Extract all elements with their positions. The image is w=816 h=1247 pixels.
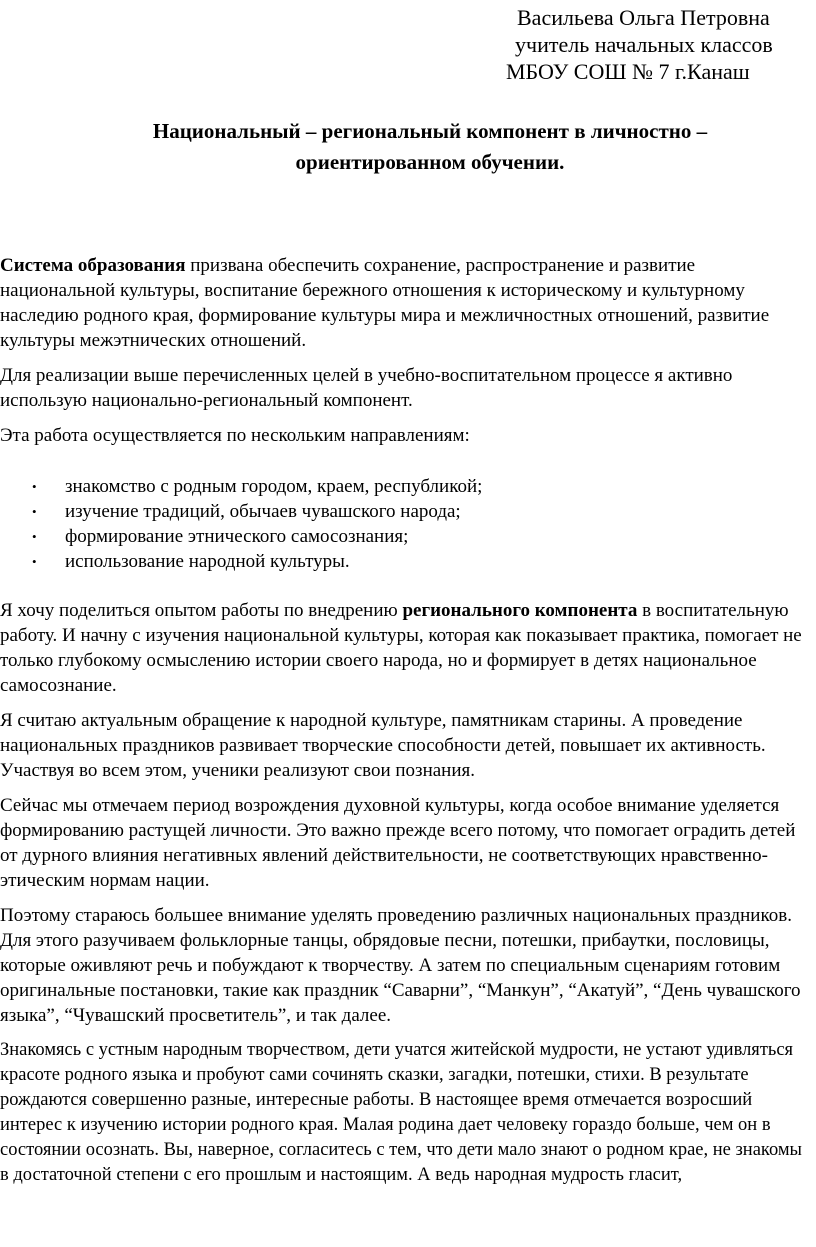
paragraph-text: призвана обеспечить сохранение, распространение и развитие национальной культуры, воспитание бережного отношения к историческому и культурному наследию родного края, формирование культуры мира и межличностных отношений, развитие культуры межэтнических отношений. [0,255,770,351]
title-line-2: ориентированном обучении. [295,150,565,174]
author-name: Васильева Ольга Петровна [517,5,770,30]
list-item-text: знакомство с родным городом, краем, республикой; [65,476,483,497]
document-title [40,116,816,178]
title-line-1: Национальный – региональный компонент в личностно – [152,119,708,143]
paragraph-goals: Для реализации выше перечисленных целей в учебно-воспитательном процессе я активно использую национально-региональный компонент. [0,365,733,411]
bullet-icon: • [32,504,37,519]
bullet-icon: • [32,479,37,494]
document-body [0,253,814,1198]
bold-term-education-system: Система образования [0,255,186,276]
author-school: МБОУ СОШ № 7 г.Канаш [506,59,750,84]
bullet-icon: • [32,529,37,544]
paragraph-directions-intro: Эта работа осуществляется по нескольким направлениям: [0,425,470,446]
list-item-text: формирование этнического самосознания; [65,526,409,547]
author-position: учитель начальных классов [515,32,773,57]
paragraph-spiritual-revival: Сейчас мы отмечаем период возрождения духовной культуры, когда особое внимание уделяется формированию растущей личности. Это важно прежде всего потому, что помогает оградить детей от дурного влияния негативных явлений действительности, не соответствующих нравственно-этическим нормам нации. [0,795,796,891]
paragraph-experience [0,598,814,698]
bullet-icon: • [32,554,37,569]
list-item-text: использование народной культуры. [65,551,350,572]
list-item [0,474,814,499]
list-item [0,524,814,549]
list-item [0,549,814,574]
paragraph-education-system [0,253,814,353]
bold-term-regional-component: регионального компонента [402,600,638,621]
paragraph-holidays: Поэтому стараюсь большее внимание уделять проведению различных национальных праздников. Для этого разучиваем фольклорные танцы, обрядовые песни, потешки, прибаутки, пословицы, которые оживляют речь и побуждают к творчеству. А затем по специальным сценариям готовим оригинальные постановки, такие как праздник “Саварни”, “Манкун”, “Акатуй”, “День чувашского языка”, “Чувашский просветитель”, и так далее. [0,905,801,1026]
directions-list [0,474,814,574]
paragraph-oral-folk-art: Знакомясь с устным народным творчеством, дети учатся житейской мудрости, не устают удивляться красоте родного языка и пробуют сами сочинять сказки, загадки, потешки, стихи. В результате рождаются совершенно разные, интересные работы. В настоящее время отмечается возросший интерес к изучению истории родного края. Малая родина дает человеку гораздо больше, чем он в состоянии осознать. Вы, наверное, согласитесь с тем, что дети мало знают о родном крае, не знакомы в достаточной степени с его прошлым и настоящим. А ведь народная мудрость гласит, [0,1040,802,1185]
author-block [430,4,810,85]
list-item [0,499,814,524]
paragraph-text: в воспитательную работу. И начну с изучения национальной культуры, которая как показывает практика, помогает не только глубокому осмыслению истории своего народа, но и формирует в детях национальное самосознание. [0,600,802,696]
paragraph-text: Я хочу поделиться опытом работы по внедрению [0,600,403,621]
list-item-text: изучение традиций, обычаев чувашского народа; [65,501,461,522]
paragraph-folk-culture: Я считаю актуальным обращение к народной культуре, памятникам старины. А проведение национальных праздников развивает творческие способности детей, повышает их активность. Участвуя во всем этом, ученики реализуют свои познания. [0,710,766,781]
